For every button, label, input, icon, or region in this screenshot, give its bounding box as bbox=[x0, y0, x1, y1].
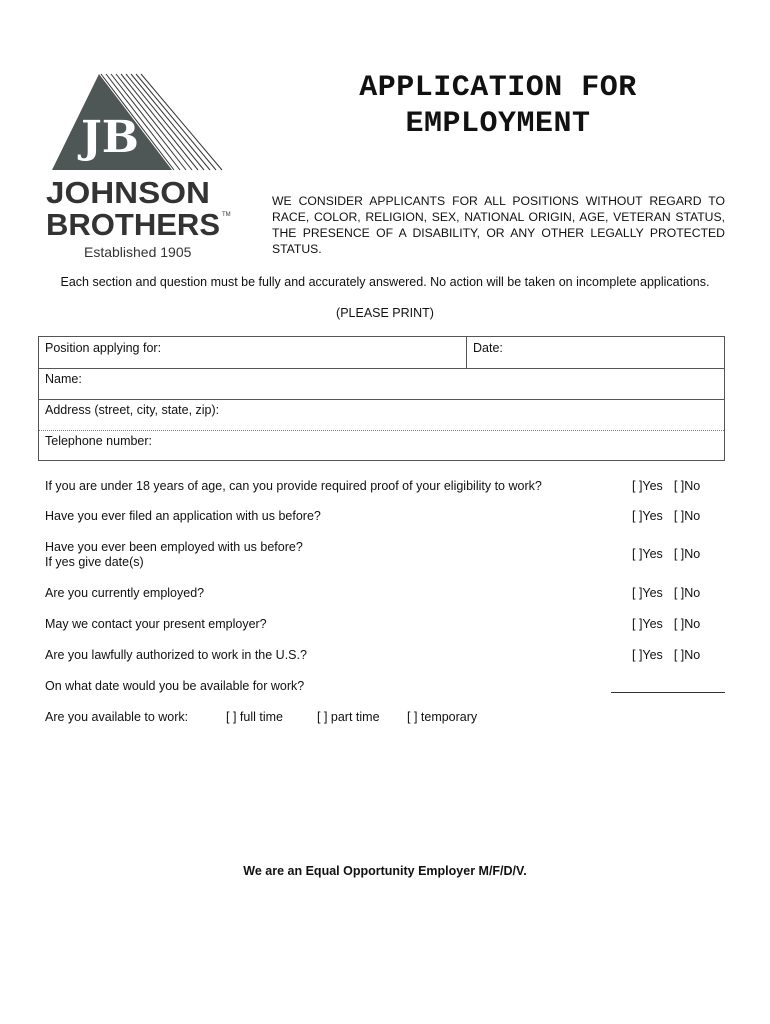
logo-established: Established 1905 bbox=[84, 244, 192, 260]
answer-authorized bbox=[632, 648, 700, 662]
no-checkbox[interactable]: [ ]No bbox=[673, 586, 701, 600]
name-label: Name: bbox=[45, 372, 82, 386]
question-employed-before-subtext: If yes give date(s) bbox=[45, 555, 144, 569]
available-date-line[interactable] bbox=[611, 692, 725, 693]
logo-name-line2: BROTHERS bbox=[46, 207, 220, 242]
applicant-info-table bbox=[38, 336, 725, 461]
position-label: Position applying for: bbox=[45, 341, 162, 355]
question-under-18: If you are under 18 years of age, can you provide required proof of your eligibility to work? bbox=[45, 479, 542, 493]
question-filed-before: Have you ever filed an application with us before? bbox=[45, 509, 321, 523]
question-contact-employer: May we contact your present employer? bbox=[45, 617, 267, 631]
page-title bbox=[320, 70, 676, 142]
question-available-to-work: Are you available to work: bbox=[45, 710, 189, 724]
answer-currently-employed bbox=[632, 586, 700, 600]
instructions: Each section and question must be fully and accurately answered. No action will be taken on incomplete applications. bbox=[60, 275, 710, 289]
answer-under-18 bbox=[632, 479, 700, 493]
equal-opportunity-footer: We are an Equal Opportunity Employer M/F/D/V. bbox=[243, 864, 527, 878]
telephone-field[interactable] bbox=[39, 430, 724, 461]
please-print-note: (PLEASE PRINT) bbox=[336, 306, 434, 320]
no-checkbox[interactable]: [ ]No bbox=[673, 479, 701, 493]
answer-filed-before bbox=[632, 509, 700, 523]
logo-trademark: TM bbox=[222, 212, 231, 218]
title-line1: APPLICATION FOR bbox=[359, 71, 637, 105]
no-checkbox[interactable]: [ ]No bbox=[673, 509, 701, 523]
yes-checkbox[interactable]: [ ]Yes bbox=[632, 509, 663, 523]
yes-checkbox[interactable]: [ ]Yes bbox=[632, 617, 663, 631]
answer-contact-employer bbox=[632, 617, 700, 631]
date-field[interactable] bbox=[466, 337, 725, 368]
no-checkbox[interactable]: [ ]No bbox=[673, 617, 701, 631]
yes-checkbox[interactable]: [ ]Yes bbox=[632, 547, 663, 561]
name-field[interactable] bbox=[39, 368, 724, 400]
no-checkbox[interactable]: [ ]No bbox=[673, 547, 701, 561]
question-authorized: Are you lawfully authorized to work in the U.S.? bbox=[45, 648, 307, 662]
question-available-date: On what date would you be available for work? bbox=[45, 679, 305, 693]
yes-checkbox[interactable]: [ ]Yes bbox=[632, 586, 663, 600]
temporary-checkbox[interactable]: [ ] temporary bbox=[407, 710, 478, 724]
address-label: Address (street, city, state, zip): bbox=[45, 403, 220, 417]
logo-initials: JB bbox=[80, 112, 140, 163]
question-employed-before bbox=[45, 540, 303, 570]
telephone-label: Telephone number: bbox=[45, 434, 153, 448]
question-currently-employed: Are you currently employed? bbox=[45, 586, 205, 600]
question-employed-before-text: Have you ever been employed with us before? bbox=[45, 540, 303, 554]
yes-checkbox[interactable]: [ ]Yes bbox=[632, 648, 663, 662]
yes-checkbox[interactable]: [ ]Yes bbox=[632, 479, 663, 493]
part-time-checkbox[interactable]: [ ] part time bbox=[317, 710, 380, 724]
position-row[interactable] bbox=[39, 337, 724, 369]
answer-employed-before bbox=[632, 547, 700, 561]
address-field[interactable] bbox=[39, 399, 724, 431]
johnson-brothers-logo bbox=[44, 72, 234, 267]
logo-name-line1: JOHNSON bbox=[46, 175, 211, 210]
eeo-statement: WE CONSIDER APPLICANTS FOR ALL POSITIONS WITHOUT REGARD TO RACE, COLOR, RELIGION, SEX, NATIONAL ORIGIN, AGE, VETERAN STATUS, THE PRESENCE OF A DISABILITY, OR ANY OTHER LEGALLY PROTECTED STATUS. bbox=[272, 194, 725, 256]
full-time-checkbox[interactable]: [ ] full time bbox=[226, 710, 283, 724]
no-checkbox[interactable]: [ ]No bbox=[673, 648, 701, 662]
title-line2: EMPLOYMENT bbox=[405, 107, 591, 141]
date-label: Date: bbox=[473, 341, 503, 355]
